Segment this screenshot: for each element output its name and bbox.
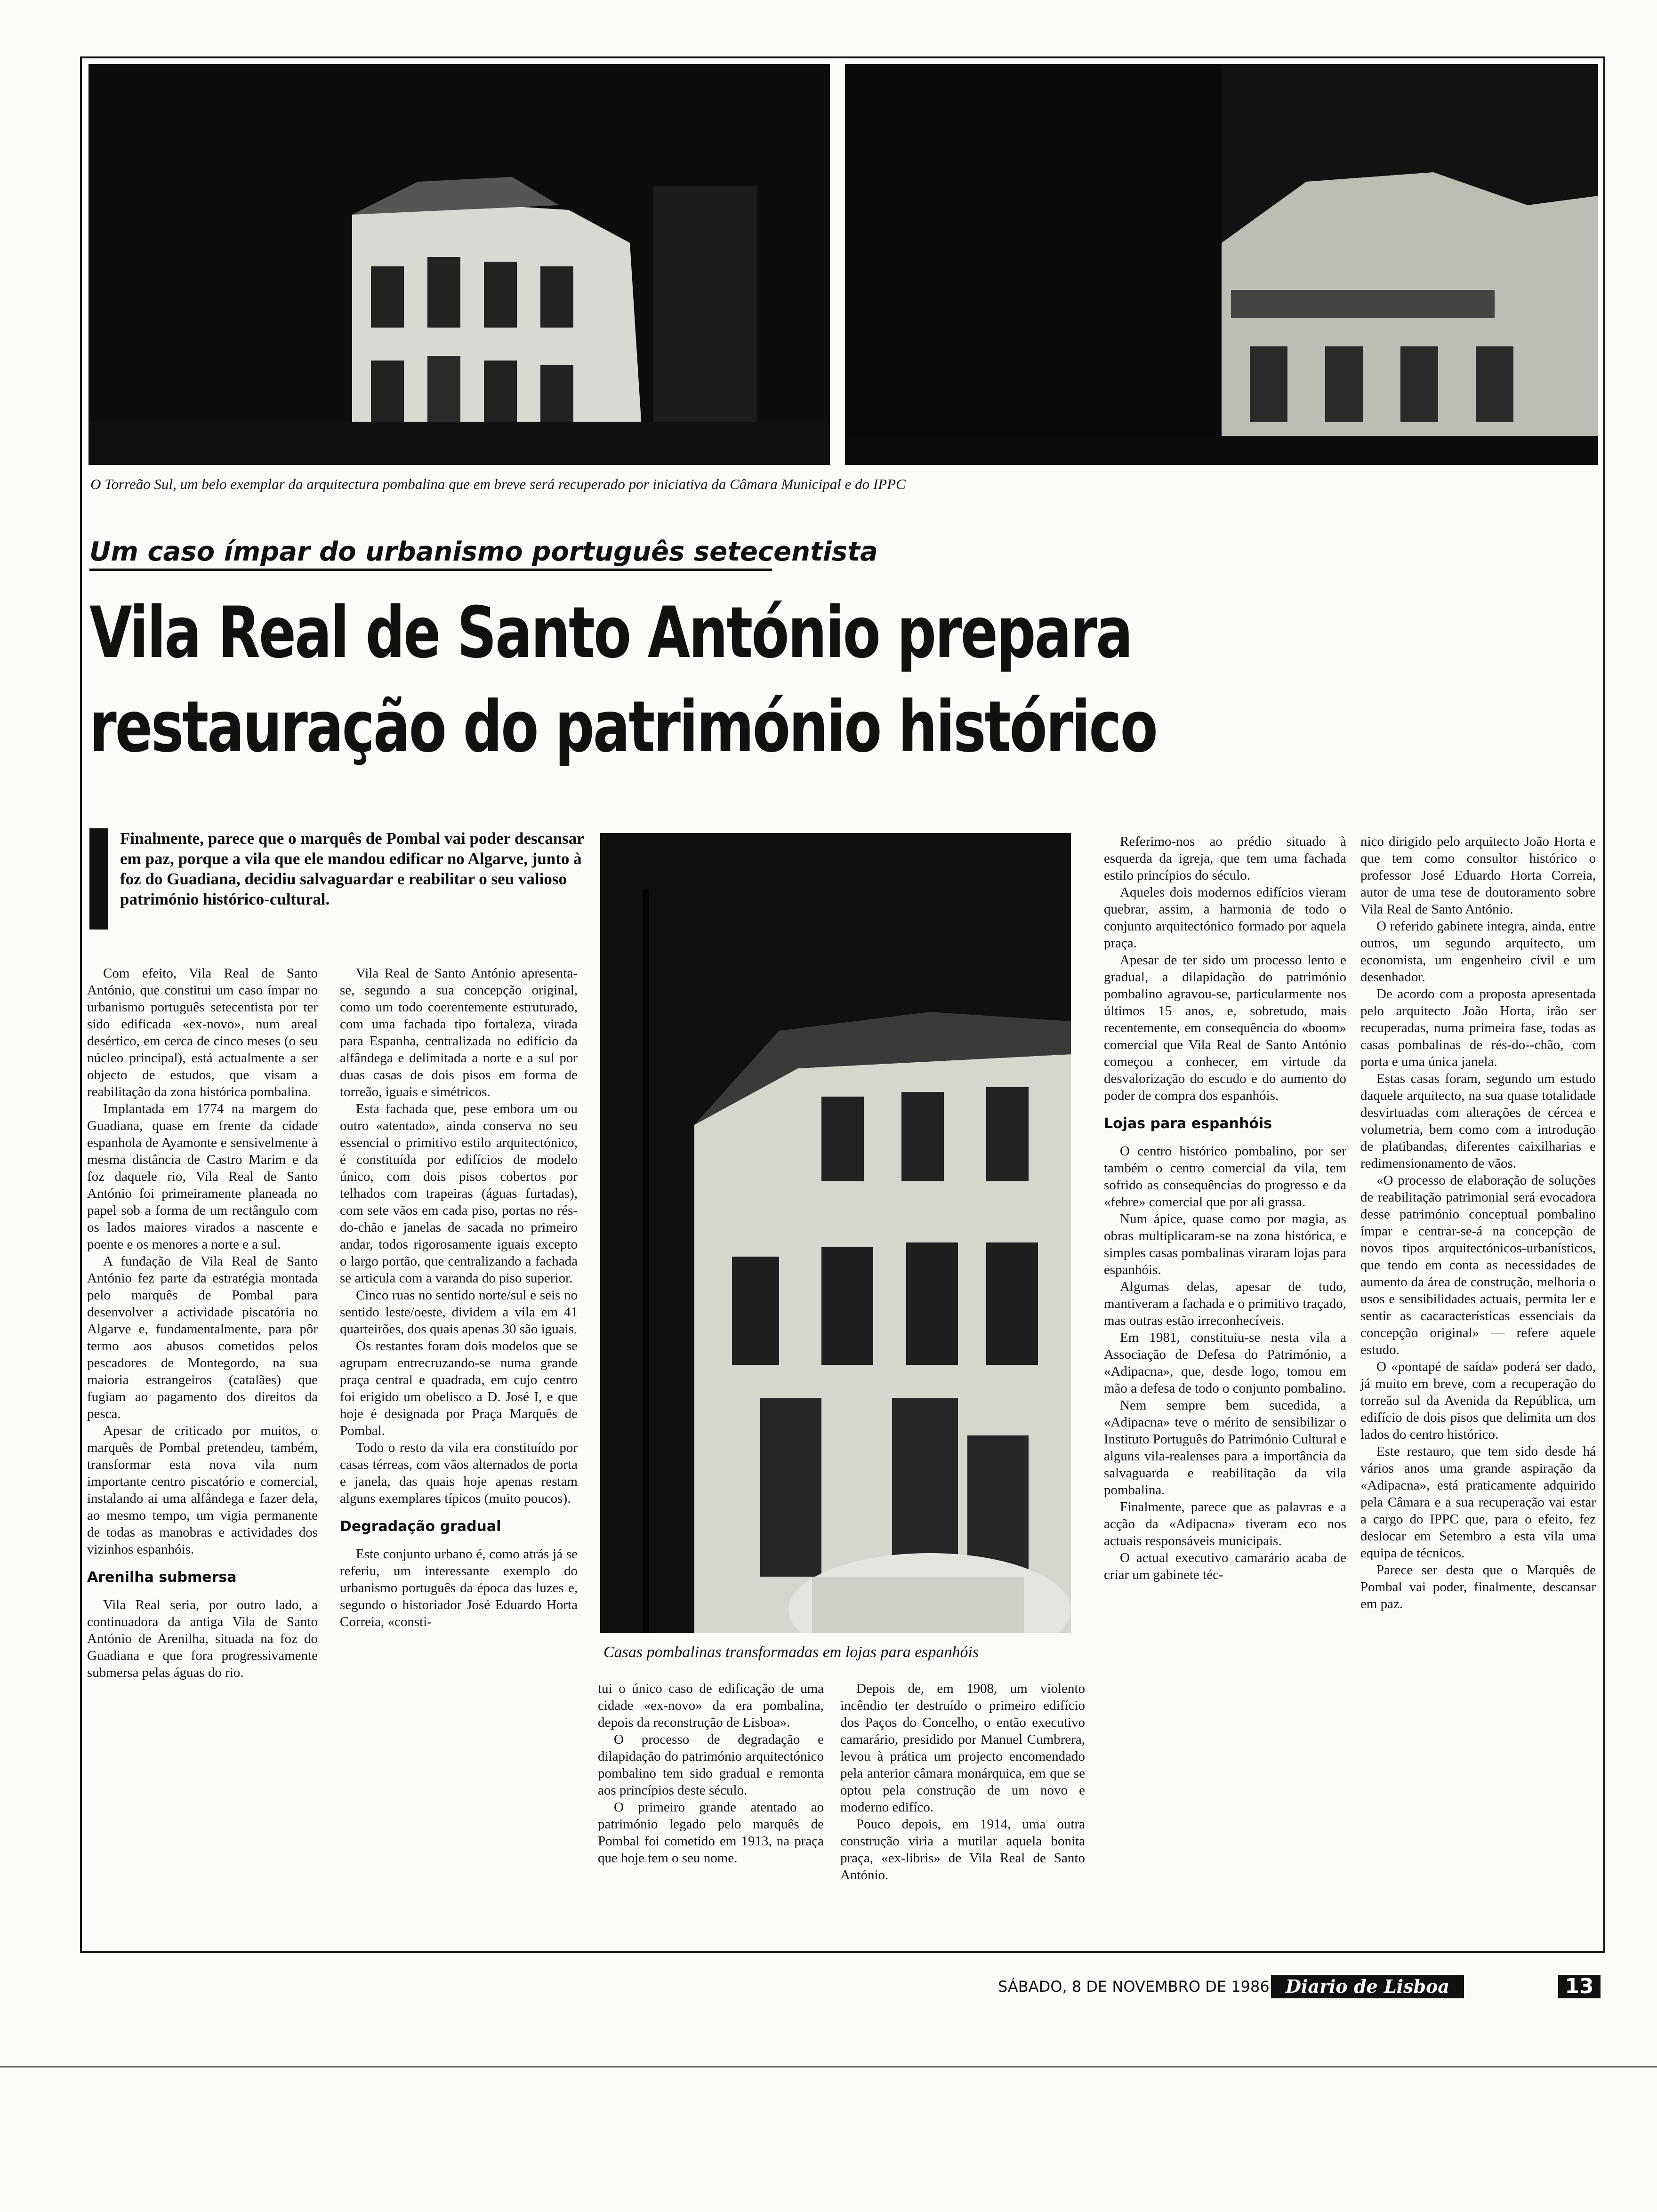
column-5-paragraph: Num ápice, quase como por magia, as obras multiplicaram-se na zona histórica, e simples casas pombalinas viraram lojas para espanhóis. bbox=[1104, 1211, 1346, 1277]
column-3-paragraph: O primeiro grande atentado ao património legado pelo marquês de Pombal foi cometido em 1913, na praça que hoje tem o seu nome. bbox=[598, 1800, 824, 1866]
headline-line-2: restauração do património histórico bbox=[89, 686, 1157, 768]
column-5-paragraph: O centro histórico pombalino, por ser também o centro comercial da vila, tem sofrido as consequências do progresso e da «febre» comercial que por ali grassa. bbox=[1104, 1144, 1346, 1210]
column-4-paragraph: Depois de, em 1908, um violento incêndio ter destruído o primeiro edifício dos Paços do Concelho, o então executivo camarário, presidido por Manuel Cumbrera, levou à prática um projecto encomendado pela anterior câmara monárquica, em que se optou pela construção de um novo e moderno edifíco. bbox=[840, 1681, 1085, 1815]
article-column-6 bbox=[1360, 833, 1596, 1612]
column-5-paragraph: Referimo-nos ao prédio situado à esquerda da igreja, que tem uma fachada estilo princípios do século. bbox=[1104, 834, 1346, 883]
subheading-degradacao-gradual: Degradação gradual bbox=[340, 1518, 501, 1535]
article-column-3 bbox=[598, 1680, 824, 1867]
column-5-paragraph: Apesar de ter sido um processo lento e gradual, a dilapidação do património pombalino agravou-se, particularmente nos últimos 15 anos, e, sobretudo, mais recentemente, em consequência do «boom» comercial que Vila Real de Santo António começou a conhecer, em virtude da desvalorização do escudo e do aumento do poder de compra dos espanhóis. bbox=[1104, 953, 1346, 1103]
column-6-paragraph: Este restauro, que tem sido desde há vários anos uma grande aspiração da «Adipacna», está praticamente adquirido pela Câmara e a sua recuperação vai estar a cargo do IPPC que, para o efeito, fez deslocar em Setembro a esta vila uma equipa de técnicos. bbox=[1360, 1444, 1596, 1561]
column-6-paragraph: O «pontapé de saída» poderá ser dado, já muito em breve, com a recuperação do torreão sul da Avenida da República, um edifício de dois pisos que delimita um dos lados do centro histórico. bbox=[1360, 1359, 1596, 1442]
photo-casas-pombalinas bbox=[600, 833, 1071, 1633]
column-1-paragraph: Vila Real seria, por outro lado, a continuadora da antiga Vila de Santo António de Arenilha, situada na foz do Guadiana e que fora progressivamente submersa pelas águas do rio. bbox=[87, 1597, 318, 1680]
column-1-paragraph: Com efeito, Vila Real de Santo António, que constitui um caso ímpar no urbanismo português setecentista por ter sido edificada «ex-novo», num areal desértico, em cerca de cinco meses (o seu núcleo principal), está actualmente a ser objecto de estudos, que visam a reabilitação da zona histórica pombalina. bbox=[87, 966, 318, 1099]
headline bbox=[89, 586, 1191, 774]
headline-line-1: Vila Real de Santo António prepara bbox=[89, 592, 1132, 674]
footer-rule bbox=[0, 2066, 1657, 2068]
column-5-paragraph: Em 1981, constituiu-se nesta vila a Associação de Defesa do Património, a «Adipacna», que, desde logo, tomou em mão a defesa de todo o conjunto pombalino. bbox=[1104, 1330, 1346, 1396]
page-number: 13 bbox=[1558, 1975, 1601, 1998]
column-6-paragraph: «O processo de elaboração de soluções de reabilitação patrimonial será evocadora desse património conceptual pombalino ímpar e centrar-se-á na concepção de novos tipos arquitectónicos-urbanísticos, que tendo em conta as necessidades de aumento da área de construção, melhoria o usos e sensibilidades actuais, permita ler e sentir as cacaracterísticas essenciais da concepção original» — refere aquele estudo. bbox=[1360, 1173, 1596, 1357]
column-3-paragraph: O processo de degradação e dilapidação do património arquitectónico pombalino tem sido gradual e remonta aos princípios deste século. bbox=[598, 1732, 824, 1798]
column-4-paragraph: Pouco depois, em 1914, uma outra construção viria a mutilar aquela bonita praça, «ex-libris» de Vila Real de Santo António. bbox=[840, 1817, 1085, 1883]
column-6-paragraph: De acordo com a proposta apresentada pelo arquitecto João Horta, irão ser recuperadas, numa primeira fase, todas as casas pombalinas de rés-do--chão, com porta e uma única janela. bbox=[1360, 986, 1596, 1069]
article-column-4 bbox=[840, 1680, 1085, 1883]
column-2-paragraph: Os restantes foram dois modelos que se agrupam entrecruzando-se numa grande praça central e quadrada, em cujo centro foi erigido um obelisco a D. José I, e que hoje é designada por Praça Marquês de Pombal. bbox=[340, 1338, 578, 1438]
column-1-paragraph: Apesar de criticado por muitos, o marquês de Pombal pretendeu, também, transformar esta nova vila num importante centro piscatório e comercial, instalando ai uma alfândega e fazer dela, ao mesmo tempo, um vigia permanente de todas as manobras e actividades dos vizinhos espanhóis. bbox=[87, 1423, 318, 1557]
column-6-paragraph: O referido gabinete integra, ainda, entre outros, um segundo arquitecto, um economista, um engenheiro civil e um desenhador. bbox=[1360, 919, 1596, 985]
subheading-lojas-para-espanhois: Lojas para espanhóis bbox=[1104, 1115, 1272, 1132]
column-2-paragraph: Cinco ruas no sentido norte/sul e seis no sentido leste/oeste, dividem a vila em 41 quarteirões, dos quais apenas 30 são iguais. bbox=[340, 1288, 578, 1337]
masthead-logo: Diario de Lisboa bbox=[1271, 1975, 1464, 1998]
subheading-arenilha-submersa: Arenilha submersa bbox=[87, 1569, 237, 1586]
lede-drop-bar bbox=[89, 828, 108, 930]
column-6-paragraph: Parece ser desta que o Marquês de Pombal vai poder, finalmente, descansar em paz. bbox=[1360, 1563, 1596, 1611]
top-photo-caption: O Torreão Sul, um belo exemplar da arquitectura pombalina que em breve será recuperado por iniciativa da Câmara Municipal e do IPPC bbox=[90, 476, 906, 492]
article-column-5 bbox=[1104, 833, 1346, 1583]
column-2-paragraph: Esta fachada que, pese embora um ou outro «atentado», ainda conserva no seu essencial o primitivo estilo arquitectónico, é constituída por edifícios de modelo único, com dois pisos cobertos por telhados com trapeiras (águas furtadas), com sete vãos em cada piso, portas no rés-do-chão e janelas de sacada no primeiro andar, todos rigorosamente iguais excepto o largo portão, que centralizando a fachada se articula com a varanda do piso superior. bbox=[340, 1101, 578, 1286]
article-column-1 bbox=[87, 965, 318, 1681]
middle-photo-caption: Casas pombalinas transformadas em lojas para espanhóis bbox=[603, 1643, 979, 1661]
column-1-paragraph: A fundação de Vila Real de Santo António fez parte da estratégia montada pelo marquês de Pombal para desenvolver a actividade piscatória no Algarve e, fundamentalmente, para pôr termo aos abusos cometidos pelos pescadores de Montegordo, na sua maioria estrangeiros (catalães) que fugiam ao pagamento dos direitos da pesca. bbox=[87, 1254, 318, 1421]
column-2-paragraph: Vila Real de Santo António apresenta-se, segundo a sua concepção original, como um todo coerentemente estruturado, com uma fachada tipo fortaleza, virada para Espanha, centralizada no edifício da alfândega e delimitada a norte e a sul por duas casas de dois pisos em forma de torreão, iguais e simétricos. bbox=[340, 966, 578, 1099]
photo-torreao-right bbox=[845, 64, 1598, 465]
column-5-paragraph: Nem sempre bem sucedida, a «Adipacna» teve o mérito de sensibilizar o Instituto Português do Património Cultural e alguns vila-realenses para a importância da salvaguarda e reabilitação da vila pombalina. bbox=[1104, 1398, 1346, 1498]
column-5-paragraph: Finalmente, parece que as palavras e a acção da «Adipacna» tiveram eco nos actuais responsáveis municipais. bbox=[1104, 1499, 1346, 1548]
footer-date: SÁBADO, 8 DE NOVEMBRO DE 1986 bbox=[998, 1978, 1270, 1996]
column-6-paragraph: nico dirigido pelo arquitecto João Horta e que tem como consultor histórico o professor José Eduardo Horta Correia, autor de uma tese de doutoramento sobre Vila Real de Santo António. bbox=[1360, 834, 1596, 917]
column-5-paragraph: Algumas delas, apesar de tudo, mantiveram a fachada e o primitivo traçado, mas outras estão irreconhecíveis. bbox=[1104, 1279, 1346, 1328]
column-3-paragraph: tui o único caso de edificação de uma cidade «ex-novo» da era pombalina, depois da reconstrução de Lisboa». bbox=[598, 1681, 824, 1730]
column-5-paragraph: O actual executivo camarário acaba de criar um gabinete téc- bbox=[1104, 1550, 1346, 1582]
column-6-paragraph: Estas casas foram, segundo um estudo daquele arquitecto, na sua quase totalidade desvirtuadas com alterações de cércea e volumetria, bem como com a introdução de platibandas, diferentes caixilharias e redimensionamento de vãos. bbox=[1360, 1071, 1596, 1171]
column-2-paragraph: Este conjunto urbano é, como atrás já se referiu, um interessante exemplo do urbanismo português da época das luzes e, segundo o historiador José Eduardo Horta Correia, «consti- bbox=[340, 1547, 578, 1629]
article-column-2 bbox=[340, 965, 578, 1630]
lede-paragraph: Finalmente, parece que o marquês de Pombal vai poder descansar em paz, porque a vila que ele mandou edificar no Algarve, junto à foz do Guadiana, decidiu salvaguardar e reabilitar o seu valioso património histórico-cultural. bbox=[120, 829, 584, 908]
column-2-paragraph: Todo o resto da vila era constituído por casas térreas, com vãos alternados de porta e janela, das quais hoje apenas restam alguns exemplares típicos (muito poucos). bbox=[340, 1440, 578, 1506]
photo-torreao-left bbox=[88, 64, 830, 465]
column-5-paragraph: Aqueles dois modernos edifícios vieram quebrar, assim, a harmonia de todo o conjunto arquitectónico formado por aquela praça. bbox=[1104, 885, 1346, 951]
kicker-line: Um caso ímpar do urbanismo português setecentista bbox=[89, 537, 772, 571]
column-1-paragraph: Implantada em 1774 na margem do Guadiana, quase em frente da cidade espanhola de Ayamonte e sensivelmente à mesma distância de Castro Marim e da foz daquele rio, Vila Real de Santo António foi primeiramente planeada no papel sob a forma de um rectângulo com os lados maiores virados a nascente e poente e os menores a norte e a sul. bbox=[87, 1101, 318, 1252]
